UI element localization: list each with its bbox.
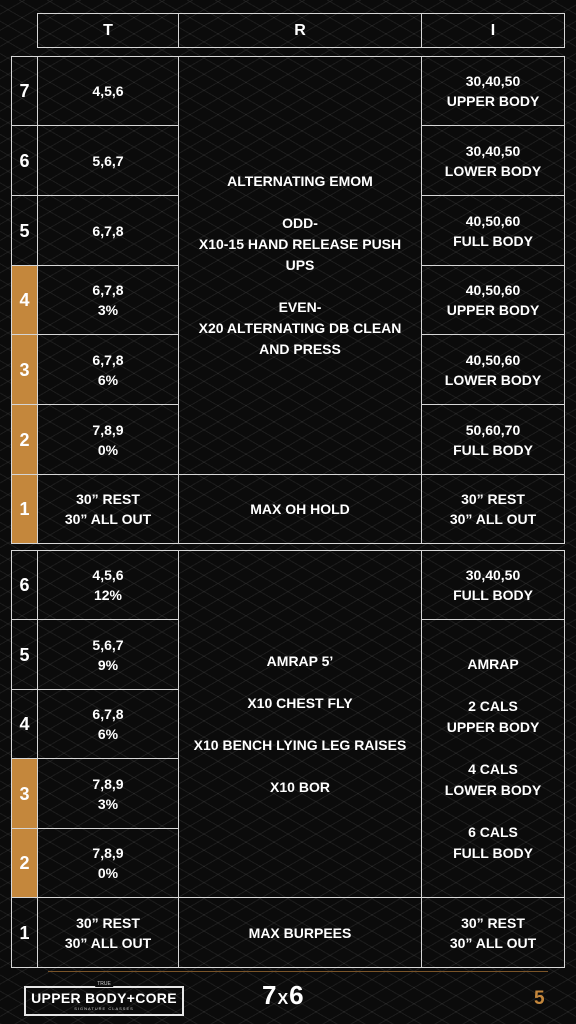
t-cell: 6,7,8 [38,196,179,266]
i-cell: 40,50,60 FULL BODY [422,196,565,266]
i-cell: 40,50,60 UPPER BODY [422,266,565,335]
footer-divider [48,971,548,972]
t-cell: 6,7,8 3% [38,266,179,335]
t-cell: 30” REST 30” ALL OUT [38,898,179,968]
t-cell: 7,8,9 0% [38,829,179,898]
t-cell: 6,7,8 6% [38,690,179,759]
r-cell: MAX BURPEES [179,898,422,968]
r-cell: MAX OH HOLD [179,475,422,544]
t-cell: 6,7,8 6% [38,335,179,405]
t-cell: 5,6,7 9% [38,620,179,690]
t-cell: 4,5,6 [38,57,179,126]
workout-sets: 6 [289,980,305,1010]
logo-subtitle: SIGNATURE CLASSES [74,1006,134,1011]
round-number: 4 [12,690,38,759]
page-number: 5 [534,988,545,1009]
block-2-table [11,550,565,968]
header-t: T [38,14,179,48]
header-i: I [422,14,565,48]
round-number-highlight: 4 [12,266,38,335]
round-number-highlight: 2 [12,829,38,898]
round-number-highlight: 1 [12,475,38,544]
i-main-cell: AMRAP 2 CALS UPPER BODY 4 CALS LOWER BODY 6 CALS FULL BODY [422,620,565,898]
t-cell: 30” REST 30” ALL OUT [38,475,179,544]
r-main-cell: ALTERNATING EMOM ODD- X10-15 HAND RELEASE PUSH UPS EVEN- X20 ALTERNATING DB CLEAN AND PRESS [179,57,422,475]
header-r: R [179,14,422,48]
i-cell: 40,50,60 LOWER BODY [422,335,565,405]
header-table [37,13,565,48]
round-number: 7 [12,57,38,126]
round-number-highlight: 2 [12,405,38,475]
i-cell: 30” REST 30” ALL OUT [422,898,565,968]
i-cell: 30,40,50 LOWER BODY [422,126,565,196]
i-cell: 30,40,50 UPPER BODY [422,57,565,126]
round-number-highlight: 3 [12,759,38,829]
t-cell: 7,8,9 3% [38,759,179,829]
i-cell: 30,40,50 FULL BODY [422,551,565,620]
r-main-cell: AMRAP 5’ X10 CHEST FLY X10 BENCH LYING LEG RAISES X10 BOR [179,551,422,898]
round-number: 6 [12,551,38,620]
round-number: 1 [12,898,38,968]
i-cell: 50,60,70 FULL BODY [422,405,565,475]
round-number: 6 [12,126,38,196]
logo-title: UPPER BODY+CORE [31,990,177,1006]
class-logo [24,981,184,1016]
workout-x: X [277,991,290,1008]
workout-rounds: 7 [262,980,278,1010]
block-1-table [11,56,565,544]
i-cell: 30” REST 30” ALL OUT [422,475,565,544]
workout-format [262,980,305,1011]
round-number: 5 [12,620,38,690]
t-cell: 4,5,6 12% [38,551,179,620]
t-cell: 7,8,9 0% [38,405,179,475]
logo-top-text: TRUE [97,981,111,987]
t-cell: 5,6,7 [38,126,179,196]
round-number: 5 [12,196,38,266]
round-number-highlight: 3 [12,335,38,405]
